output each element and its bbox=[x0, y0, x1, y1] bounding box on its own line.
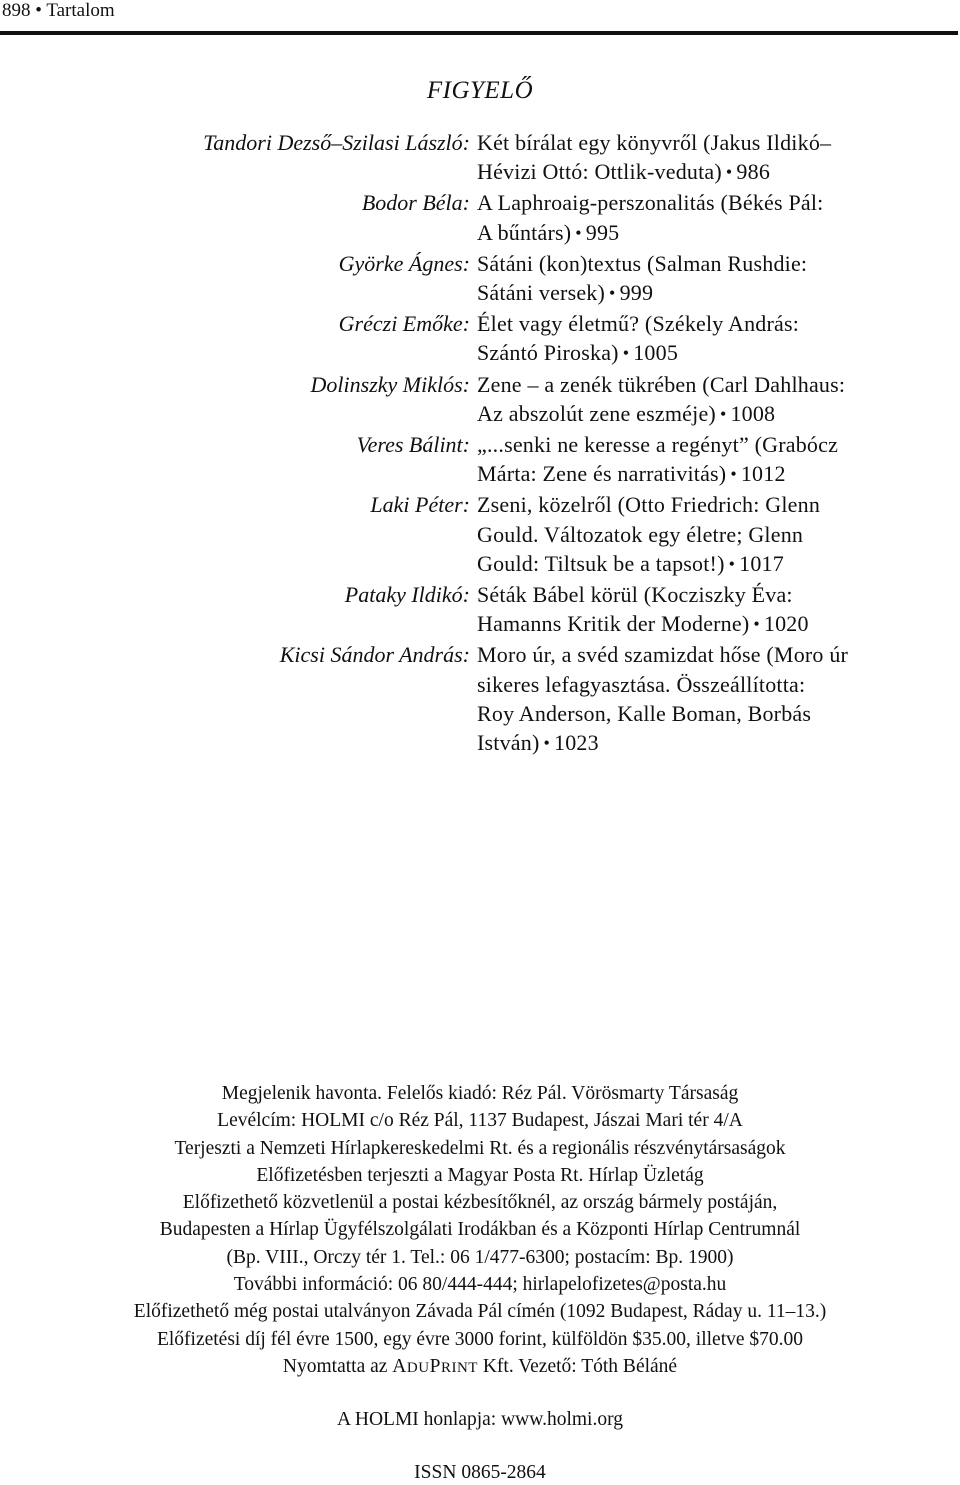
toc-title-line bbox=[477, 580, 947, 609]
running-header bbox=[0, 0, 960, 26]
page-number: 898 bbox=[2, 0, 31, 21]
bullet-icon: • bbox=[609, 283, 616, 304]
toc-title-text: Szántó Piroska) bbox=[477, 340, 619, 366]
toc-title-line bbox=[477, 670, 947, 699]
toc-author: Gréczi Emőke: bbox=[338, 311, 470, 337]
toc-title-line bbox=[477, 218, 947, 249]
printer-prefix: Nyomtatta az bbox=[282, 1355, 393, 1377]
toc-title-text: Két bírálat egy könyvről (Jakus Ildikó– bbox=[477, 130, 832, 155]
printer-suffix: Kft. Vezető: Tóth Béláné bbox=[477, 1355, 678, 1377]
bullet-icon: • bbox=[753, 614, 760, 635]
toc-title bbox=[477, 188, 947, 248]
toc-title-line bbox=[477, 370, 947, 399]
toc-title bbox=[477, 430, 947, 490]
header-label: Tartalom bbox=[46, 0, 115, 21]
toc-title-line bbox=[477, 128, 947, 157]
imprint-line: Előfizetési díj fél évre 1500, egy évre 3000 forint, külföldön $35.00, illetve $70.00 bbox=[156, 1328, 804, 1350]
homepage-line: A HOLMI honlapja: www.holmi.org bbox=[337, 1409, 623, 1430]
toc-title-text: Sátáni (kon)textus (Salman Rushdie: bbox=[477, 250, 808, 276]
imprint-line: Előfizethető közvetlenül a postai kézbesítőknél, az ország bármely postáján, bbox=[182, 1192, 778, 1214]
toc-title-line bbox=[477, 728, 947, 759]
toc-title bbox=[477, 580, 947, 640]
toc-title-text: A bűntárs) bbox=[477, 219, 572, 245]
toc-title bbox=[477, 370, 947, 430]
bullet-icon: • bbox=[575, 222, 582, 243]
toc-author: Tandori Dezső–Szilasi László: bbox=[203, 130, 470, 155]
toc-title-line bbox=[477, 520, 947, 549]
toc-title-line bbox=[477, 249, 947, 278]
toc-title-line bbox=[477, 549, 947, 580]
toc-title-text: Sátáni versek) bbox=[477, 280, 606, 306]
section-title: FIGYELŐ bbox=[426, 77, 534, 104]
toc-entry bbox=[0, 188, 960, 248]
toc-page-number: 995 bbox=[585, 219, 620, 245]
imprint bbox=[0, 1080, 960, 1382]
toc-author: Györke Ágnes: bbox=[338, 250, 470, 276]
toc-title-line bbox=[477, 430, 947, 459]
toc-page-number: 1020 bbox=[763, 611, 809, 637]
imprint-line: Budapesten a Hírlap Ügyfélszolgálati Irodákban és a Központi Hírlap Centrumnál bbox=[159, 1219, 801, 1241]
toc-entry bbox=[0, 640, 960, 759]
running-header-text bbox=[2, 0, 115, 22]
toc-title-text: Élet vagy életmű? (Székely András: bbox=[477, 311, 800, 337]
bullet-icon: • bbox=[35, 0, 42, 21]
toc-title-line bbox=[477, 338, 947, 369]
toc-author: Dolinszky Miklós: bbox=[310, 371, 470, 397]
toc-title-text: A Laphroaig-perszonalitás (Békés Pál: bbox=[477, 190, 824, 216]
toc-title-text: Gould. Változatok egy életre; Glenn bbox=[477, 521, 804, 547]
toc-page-number: 1023 bbox=[554, 730, 599, 756]
toc-page-number: 1017 bbox=[739, 550, 784, 576]
toc-entry bbox=[0, 309, 960, 369]
toc-title-text: sikeres lefagyasztása. Összeállította: bbox=[477, 671, 806, 697]
toc-title-line bbox=[477, 609, 947, 640]
toc-title-text: Moro úr, a svéd szamizdat hőse (Moro úr bbox=[477, 642, 849, 668]
toc-author: Veres Bálint: bbox=[356, 432, 470, 458]
toc-title bbox=[477, 640, 947, 759]
imprint-line: Előfizethető még postai utalványon Závada Pál címén (1092 Budapest, Ráday u. 11–13.) bbox=[133, 1301, 827, 1323]
imprint-printer-line bbox=[0, 1353, 960, 1382]
toc-title-text: Zene – a zenék tükrében (Carl Dahlhaus: bbox=[477, 371, 846, 397]
bullet-icon: • bbox=[725, 162, 733, 183]
imprint-line: További információ: 06 80/444-444; hirlapelofizetes@posta.hu bbox=[233, 1274, 727, 1296]
toc-title bbox=[477, 309, 947, 369]
bullet-icon: • bbox=[728, 553, 736, 574]
toc-author: Laki Péter: bbox=[370, 492, 470, 518]
bullet-icon: • bbox=[543, 733, 551, 754]
toc-author: Bodor Béla: bbox=[361, 190, 470, 216]
header-rule bbox=[0, 31, 958, 35]
issn: ISSN 0865-2864 bbox=[414, 1462, 546, 1483]
toc-title-text: Hévizi Ottó: Ottlik-veduta) bbox=[477, 159, 722, 185]
toc-author: Pataky Ildikó: bbox=[344, 582, 470, 608]
toc-title-line bbox=[477, 157, 947, 188]
toc-title bbox=[477, 249, 947, 309]
toc-title-text: István) bbox=[477, 730, 540, 756]
toc-page-number: 1008 bbox=[730, 400, 776, 426]
toc-entry bbox=[0, 490, 960, 580]
imprint-line: Előfizetésben terjeszti a Magyar Posta Rt. Hírlap Üzletág bbox=[256, 1164, 704, 1186]
toc-title bbox=[477, 490, 947, 580]
imprint-line: Megjelenik havonta. Felelős kiadó: Réz Pál. Vörösmarty Társaság bbox=[221, 1083, 739, 1104]
toc-title-line bbox=[477, 459, 947, 490]
toc-title-line bbox=[477, 278, 947, 309]
imprint-line: Terjeszti a Nemzeti Hírlapkereskedelmi Rt. és a regionális részvénytársaságok bbox=[174, 1137, 786, 1159]
toc-title-line bbox=[477, 399, 947, 430]
toc-page-number: 1012 bbox=[740, 461, 786, 487]
imprint-line: Levélcím: HOLMI c/o Réz Pál, 1137 Budapest, Jászai Mari tér 4/A bbox=[217, 1110, 743, 1132]
toc-page-number: 986 bbox=[736, 159, 771, 185]
toc-title-text: Séták Bábel körül (Kocziszky Éva: bbox=[477, 582, 793, 608]
toc-entry bbox=[0, 430, 960, 490]
toc-page-number: 999 bbox=[619, 280, 654, 306]
toc-entry bbox=[0, 370, 960, 430]
toc-title-line bbox=[477, 309, 947, 338]
toc-title-line bbox=[477, 640, 947, 669]
toc-title-text: Roy Anderson, Kalle Boman, Borbás bbox=[477, 700, 812, 726]
toc-title-line bbox=[477, 188, 947, 217]
toc-title-text: Gould: Tiltsuk be a tapsot!) bbox=[477, 550, 725, 576]
toc-title-text: „...senki ne keresse a regényt” (Grabócz bbox=[477, 432, 839, 458]
imprint-line: (Bp. VIII., Orczy tér 1. Tel.: 06 1/477-6300; postacím: Bp. 1900) bbox=[226, 1246, 734, 1268]
toc-title bbox=[477, 128, 947, 188]
toc-title-text: Az abszolút zene eszméje) bbox=[477, 400, 716, 426]
bullet-icon: • bbox=[719, 403, 727, 424]
toc-entry bbox=[0, 249, 960, 309]
toc-title-text: Zseni, közelről (Otto Friedrich: Glenn bbox=[477, 492, 821, 518]
bullet-icon: • bbox=[622, 343, 630, 364]
table-of-contents bbox=[0, 128, 960, 759]
toc-title-line bbox=[477, 490, 947, 519]
printer-name: ADUPRINT bbox=[392, 1355, 478, 1377]
toc-title-text: Márta: Zene és narrativitás) bbox=[477, 461, 727, 487]
toc-title-line bbox=[477, 699, 947, 728]
toc-page-number: 1005 bbox=[633, 340, 679, 366]
toc-entry bbox=[0, 580, 960, 640]
toc-entry bbox=[0, 128, 960, 188]
toc-title-text: Hamanns Kritik der Moderne) bbox=[477, 611, 750, 637]
toc-author: Kicsi Sándor András: bbox=[279, 642, 470, 668]
bullet-icon: • bbox=[730, 464, 737, 485]
